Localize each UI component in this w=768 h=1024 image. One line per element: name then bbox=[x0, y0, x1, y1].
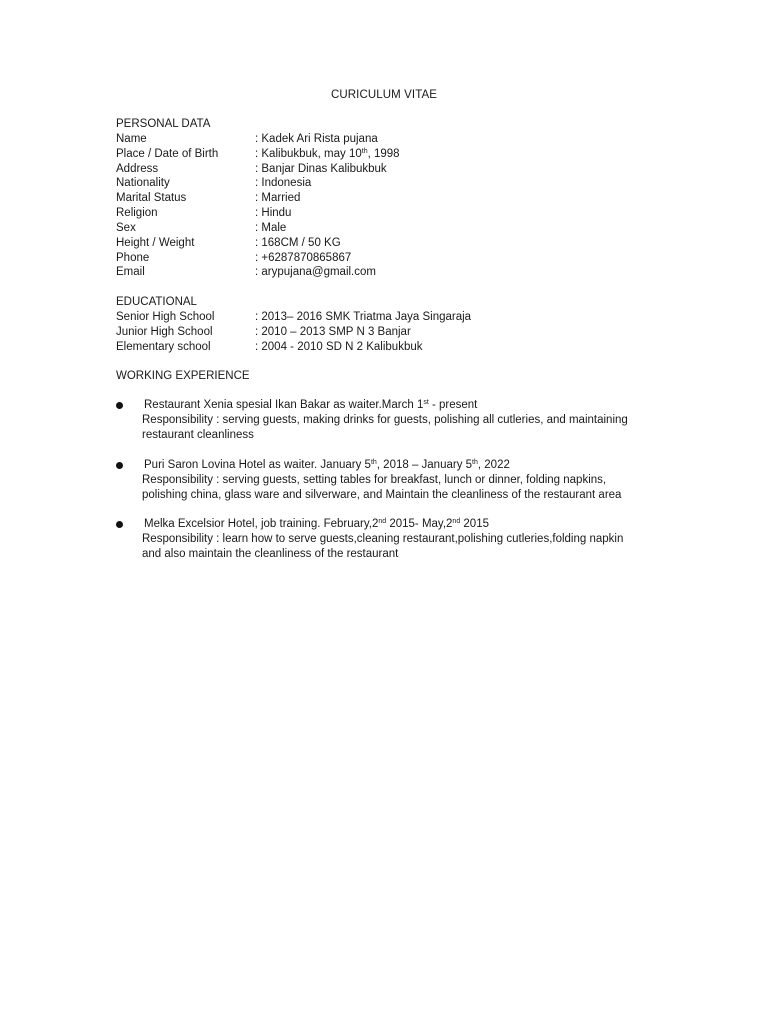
title-sup: th bbox=[370, 459, 377, 466]
experience-description: Responsibility : serving guests, making drinks for guests, polishing all cutleries, and maintaining restaurant cleanliness bbox=[142, 413, 628, 441]
row-label: Height / Weight bbox=[116, 236, 195, 249]
personal-row-phone bbox=[116, 251, 676, 266]
education-row-junior-high bbox=[116, 325, 676, 340]
title-sup: nd bbox=[378, 518, 387, 525]
education-section bbox=[116, 295, 676, 354]
row-value: : +6287870865867 bbox=[255, 251, 352, 264]
title-text: Restaurant Xenia spesial Ikan Bakar as waiter.March 1 bbox=[144, 399, 424, 411]
document-title: CURICULUM VITAE bbox=[330, 89, 438, 101]
title-sup: th bbox=[472, 459, 478, 466]
personal-row-email bbox=[116, 265, 676, 280]
personal-row-religion bbox=[116, 206, 676, 221]
personal-row-height-weight bbox=[116, 236, 676, 251]
birth-value-pre: : Kalibukbuk, may 10 bbox=[255, 147, 362, 160]
title-text: , 2018 – January 5 bbox=[376, 459, 473, 471]
row-value: : 168CM / 50 KG bbox=[255, 236, 341, 249]
experience-heading: WORKING EXPERIENCE bbox=[116, 370, 250, 382]
birth-value-sup: th bbox=[361, 147, 368, 155]
row-label: Elementary school bbox=[116, 340, 211, 353]
row-value: : 2010 – 2013 SMP N 3 Banjar bbox=[255, 325, 411, 338]
experience-description: Responsibility : learn how to serve guests,cleaning restaurant,polishing cutleries,folding napkin and also maintain the cleanliness of the restaurant bbox=[142, 532, 624, 560]
row-value: : Hindu bbox=[255, 207, 292, 220]
title-text: Puri Saron Lovina Hotel as waiter. January 5 bbox=[144, 459, 371, 471]
education-heading: EDUCATIONAL bbox=[116, 296, 197, 308]
experience-heading-wrap bbox=[116, 369, 676, 384]
row-label: Name bbox=[116, 132, 147, 145]
personal-row-address bbox=[116, 162, 676, 177]
title-text: 2015- May,2 bbox=[386, 518, 453, 530]
row-label: Email bbox=[116, 266, 145, 279]
experience-item bbox=[116, 458, 676, 503]
bullet-icon bbox=[116, 521, 123, 528]
personal-row-sex bbox=[116, 221, 676, 236]
row-value: : Banjar Dinas Kalibukbuk bbox=[255, 162, 387, 175]
row-label: Nationality bbox=[116, 177, 170, 190]
row-value: : arypujana@gmail.com bbox=[255, 266, 376, 279]
experience-description: Responsibility : serving guests, setting tables for breakfast, lunch or dinner, folding napkins, polishing china, glass ware and silverware, and Maintain the cleanliness of the restaurant area bbox=[142, 473, 622, 501]
row-value bbox=[255, 147, 400, 162]
row-label: Sex bbox=[116, 221, 136, 234]
personal-row-nationality bbox=[116, 176, 676, 191]
title-text: Melka Excelsior Hotel, job training. February,2 bbox=[144, 518, 379, 530]
bullet-icon bbox=[116, 462, 123, 469]
experience-item bbox=[116, 398, 676, 443]
row-label: Address bbox=[116, 162, 159, 175]
personal-data-section bbox=[116, 117, 676, 280]
education-row-elementary bbox=[116, 340, 676, 355]
birth-value-post: , 1998 bbox=[367, 147, 400, 160]
education-row-senior-high bbox=[116, 310, 676, 325]
row-label: Phone bbox=[116, 251, 150, 264]
row-value: : Married bbox=[255, 192, 301, 205]
row-label: Religion bbox=[116, 207, 158, 220]
experience-title bbox=[142, 517, 676, 532]
personal-row-marital-status bbox=[116, 191, 676, 206]
experience-item bbox=[116, 517, 676, 562]
row-label: Marital Status bbox=[116, 192, 187, 205]
personal-row-birth bbox=[116, 147, 676, 162]
title-text: , 2022 bbox=[477, 459, 510, 471]
title-text: - present bbox=[428, 399, 478, 411]
title-text: 2015 bbox=[460, 518, 489, 530]
row-value: : Male bbox=[255, 221, 287, 234]
title-sup: st bbox=[423, 399, 429, 406]
personal-row-name bbox=[116, 132, 676, 147]
row-value: : 2004 - 2010 SD N 2 Kalibukbuk bbox=[255, 340, 423, 353]
row-label: Junior High School bbox=[116, 325, 213, 338]
row-value: : Kadek Ari Rista pujana bbox=[255, 132, 378, 145]
row-value: : Indonesia bbox=[255, 177, 312, 190]
experience-title bbox=[142, 458, 676, 473]
row-value: : 2013– 2016 SMK Triatma Jaya Singaraja bbox=[255, 310, 472, 323]
experience-title bbox=[142, 398, 676, 413]
row-label: Place / Date of Birth bbox=[116, 147, 219, 160]
title-sup: nd bbox=[452, 518, 461, 525]
row-label: Senior High School bbox=[116, 310, 215, 323]
bullet-icon bbox=[116, 402, 123, 409]
personal-data-heading: PERSONAL DATA bbox=[116, 118, 211, 130]
